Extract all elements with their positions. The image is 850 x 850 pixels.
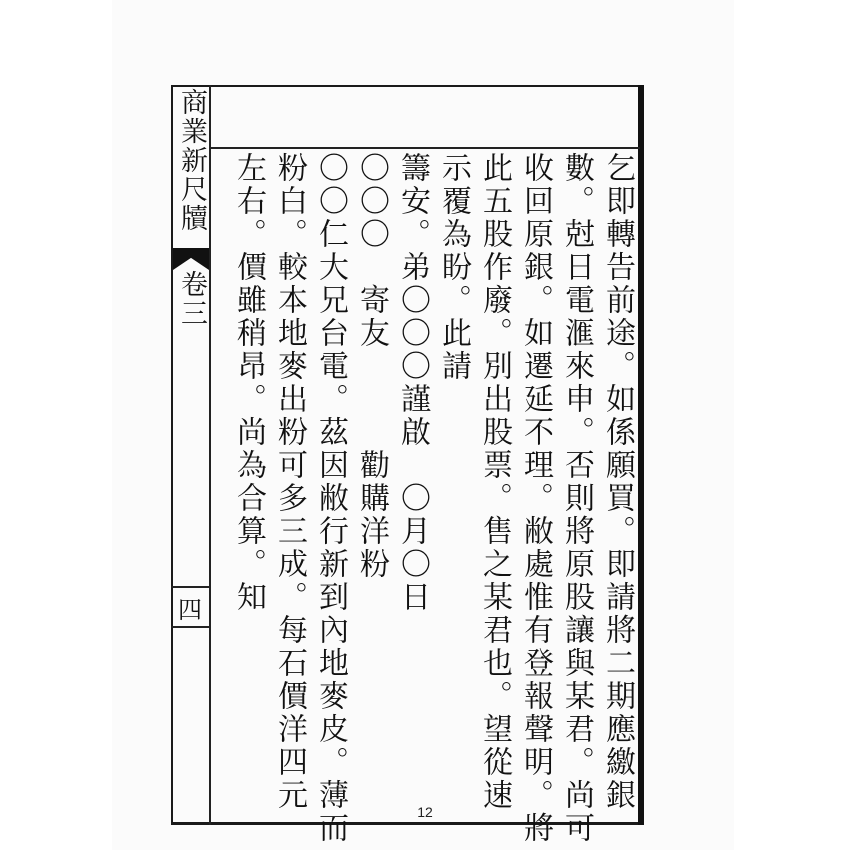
spine-divider bbox=[209, 85, 211, 825]
text-column-2: 數。尅日電滙來申。否則將原股讓與某君。尚可 bbox=[559, 152, 594, 845]
text-column-4: 此五股作廢。別出股票。售之某君也。望從速 bbox=[477, 152, 512, 812]
top-band-divider bbox=[211, 147, 640, 149]
page-number: 12 bbox=[417, 804, 433, 820]
text-column-7: 〇〇〇 寄友 勸購洋粉 bbox=[354, 152, 389, 581]
spine-leaf-number: 四 bbox=[171, 586, 209, 628]
text-column-10: 左右。價雖稍昂。尚為合算。知 bbox=[231, 152, 266, 614]
text-column-3: 收回原銀。如遷延不理。敝處惟有登報聲明。將 bbox=[518, 152, 553, 845]
spine-volume: 卷三 bbox=[176, 270, 207, 328]
text-column-8: 〇〇仁大兄台電。茲因敝行新到內地麥皮。薄而 bbox=[313, 152, 348, 845]
text-column-1: 乞即轉告前途。如係願買。即請將二期應繳銀 bbox=[600, 152, 635, 812]
text-column-6: 籌安。弟〇〇〇謹啟 〇月〇日 bbox=[395, 152, 430, 614]
frame-right-border bbox=[638, 85, 644, 825]
text-column-9: 粉白。較本地麥出粉可多三成。每石價洋四元 bbox=[272, 152, 307, 812]
spine-book-title: 商業新尺牘 bbox=[176, 88, 207, 233]
text-column-5: 示覆為盼。此請 bbox=[436, 152, 471, 383]
